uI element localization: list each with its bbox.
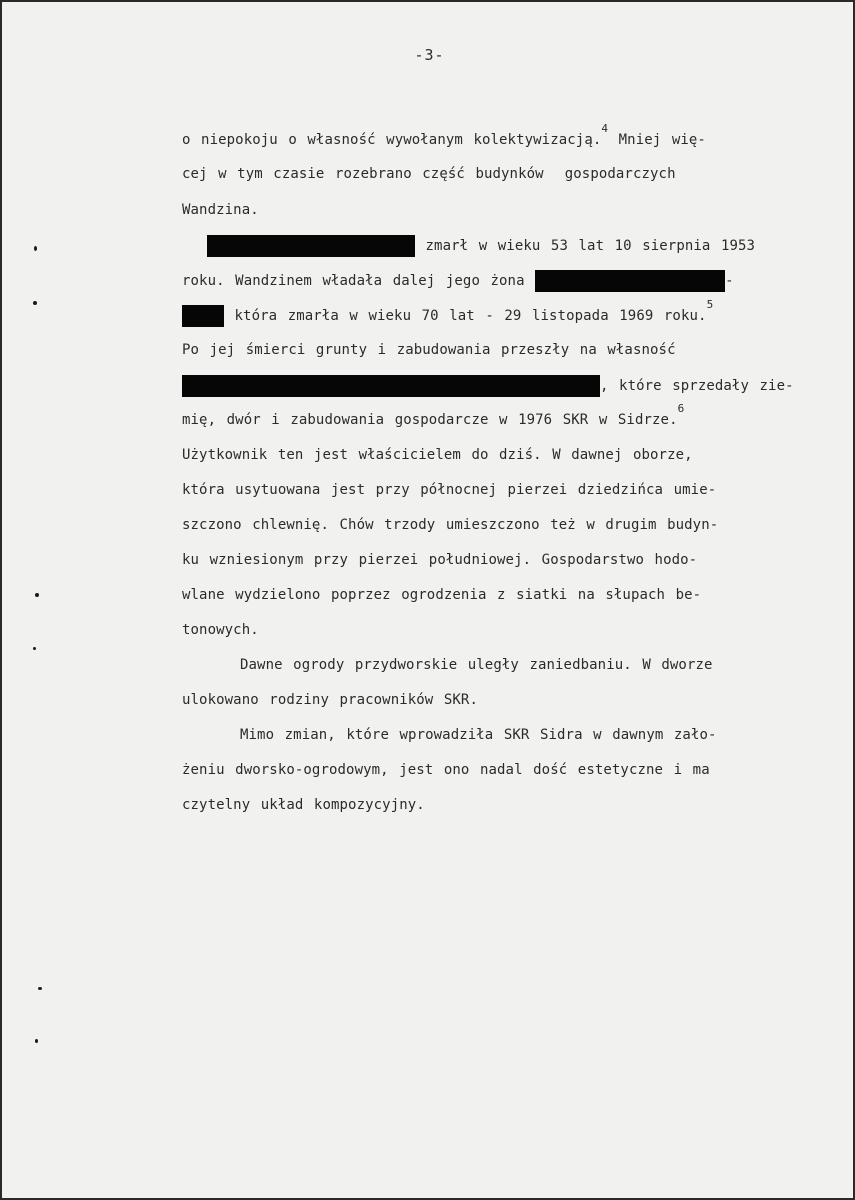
- text-run: szczono chlewnię. Chów trzody umieszczono też w drugim budyn-: [182, 517, 719, 533]
- text-run: Mimo zmian, które wprowadziła SKR Sidra w dawnym zało-: [240, 727, 717, 743]
- footnote-marker: 5: [706, 298, 714, 312]
- margin-speck: [35, 1039, 38, 1043]
- text-line: [182, 200, 259, 220]
- text-line: [240, 725, 717, 745]
- margin-speck: [33, 647, 36, 650]
- text-run: Użytkownik ten jest właścicielem do dziś. W dawnej oborze,: [182, 447, 693, 463]
- text-run: czytelny układ kompozycyjny.: [182, 797, 425, 813]
- footnote-marker: 4: [601, 122, 609, 136]
- redaction-block: [182, 375, 600, 397]
- text-run: , które sprzedały zie-: [600, 378, 794, 394]
- text-run: Mniej wię-: [608, 132, 706, 148]
- text-line: [182, 270, 734, 292]
- text-line: [182, 690, 478, 710]
- text-run: Po jej śmierci grunty i zabudowania przeszły na własność: [182, 342, 676, 358]
- text-line: [182, 585, 701, 605]
- margin-speck: [35, 593, 39, 597]
- footnote-marker: 6: [677, 402, 685, 416]
- text-line: [182, 480, 716, 500]
- redaction-block: [207, 235, 415, 257]
- text-run: o niepokoju o własność wywołanym kolektywizacją.: [182, 132, 602, 148]
- text-run: ku wzniesionym przy pierzei południowej. Gospodarstwo hodo-: [182, 552, 698, 568]
- text-run: ulokowano rodziny pracowników SKR.: [182, 692, 478, 708]
- text-line: [182, 515, 718, 535]
- text-line: [182, 550, 697, 570]
- text-run: roku. Wandzinem władała dalej jego żona: [182, 273, 536, 289]
- redaction-block: [182, 305, 224, 327]
- text-line: [182, 340, 676, 360]
- text-line: [182, 164, 676, 184]
- text-run: żeniu dworsko-ogrodowym, jest ono nadal dość estetyczne i ma: [182, 762, 710, 778]
- text-line: [182, 620, 259, 640]
- text-run: która zmarła w wieku 70 lat - 29 listopada 1969 roku.: [224, 308, 707, 324]
- text-line: [182, 795, 425, 815]
- text-line: [182, 298, 714, 327]
- text-line: [182, 122, 706, 150]
- text-run: -: [725, 273, 734, 289]
- text-line: [182, 375, 794, 397]
- text-run: która usytuowana jest przy północnej pierzei dziedzińca umie-: [182, 482, 717, 498]
- text-line: [182, 445, 693, 465]
- text-line: [182, 760, 710, 780]
- text-run: wlane wydzielono poprzez ogrodzenia z siatki na słupach be-: [182, 587, 702, 603]
- margin-speck: [34, 246, 37, 251]
- margin-speck: [38, 987, 42, 990]
- page-number: -3-: [414, 46, 445, 64]
- text-run: mię, dwór i zabudowania gospodarcze w 1976 SKR w Sidrze.: [182, 412, 678, 428]
- text-run: zmarł w wieku 53 lat 10 sierpnia 1953: [415, 238, 756, 254]
- text-run: cej w tym czasie rozebrano część budynków gospodarczych: [182, 166, 676, 182]
- text-line: [207, 235, 755, 257]
- text-line: [240, 655, 713, 675]
- text-run: Wandzina.: [182, 202, 259, 218]
- text-line: [182, 402, 685, 430]
- margin-speck: [33, 301, 37, 305]
- redaction-block: [535, 270, 725, 292]
- text-run: Dawne ogrody przydworskie uległy zaniedbaniu. W dworze: [240, 657, 713, 673]
- text-run: tonowych.: [182, 622, 259, 638]
